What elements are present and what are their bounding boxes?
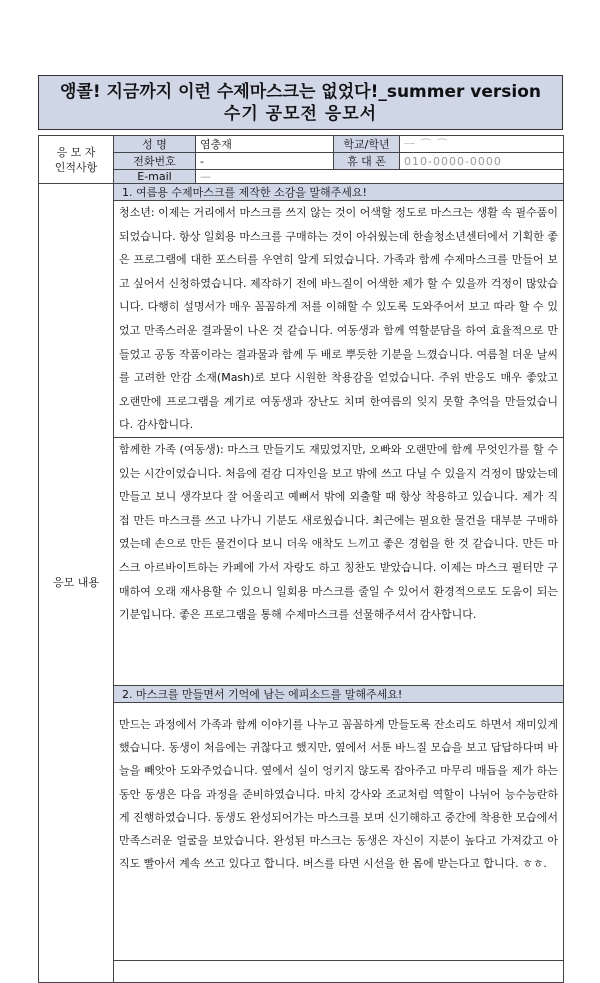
mobile-value: 010-0000-0000 xyxy=(400,153,564,170)
answer-1-sibling: 함께한 가족 (여동생): 마스크 만들기도 재밌었지만, 오빠와 오랜만에 함께 무엇인가를 할 수 있는 시간이었습니다. 처음에 겉감 디자인을 보고 밖에 쓰고 다닐 수 있을지 걱정이 많았는데 만들고 보니 생각보다 잘 어울리고 예뻐서 밖에 외출할 때 항상 착용하고 있습니다. 제가 직접 만든 마스크를 쓰고 나가니 기분도 새로웠습니다. 최근에는 필요한 물건을 대부분 구매하였는데 손으로 만든 물건이다 보니 더욱 애착도 느끼고 좋은 경험을 한 것 같습니다. 만든 마스크 아르바이트하는 카페에 가서 자랑도 하고 칭찬도 받았습니다. 이제는 마스크 필터만 구매하여 오래 재사용할 수 있으니 일회용 마스크를 줄일 수 있어서 환경적으로도 도움이 되는 기분입니다. 좋은 프로그램을 통해 수제마스크를 선물해주셔서 감사합니다. xyxy=(114,437,564,685)
answer1-part1-row xyxy=(39,201,564,438)
phone-row xyxy=(39,153,564,170)
applicant-section-label: 응 모 자 인적사항 xyxy=(39,136,114,184)
school-label: 학교/학년 xyxy=(334,136,400,153)
answer2-row xyxy=(39,702,564,960)
school-value: ㅡ ⌒ ⌒ xyxy=(400,136,564,153)
phone-label: 전화번호 xyxy=(114,153,196,170)
phone-value: - xyxy=(196,153,334,170)
name-value: 염충재 xyxy=(196,136,334,153)
answer1-part2-row xyxy=(39,437,564,685)
email-label: E-mail xyxy=(114,170,196,184)
blank-space xyxy=(114,960,564,982)
blank-row xyxy=(39,960,564,982)
question1-row xyxy=(39,184,564,201)
question-2: 2. 마스크를 만들면서 기억에 남는 에피소드를 말해주세요! xyxy=(114,685,564,702)
form-title-line2: 수기 공모전 응모서 xyxy=(223,104,378,124)
name-label: 성 명 xyxy=(114,136,196,153)
form-title-line1: 앵콜! 지금까지 이런 수제마스크는 없었다!_summer version xyxy=(59,82,542,102)
content-section-label: 응모 내용 xyxy=(39,184,114,983)
answer-2: 만드는 과정에서 가족과 함께 이야기를 나누고 꼼꼼하게 만들도록 잔소리도 하면서 재미있게 했습니다. 동생이 처음에는 귀찮다고 했지만, 옆에서 서툰 바느질 모습을 보고 답답하다며 바늘을 빼앗아 도와주었습니다. 옆에서 실이 엉키지 않도록 잡아주고 마무리 매듭을 제가 하는 동안 동생은 다음 과정을 준비하였습니다. 마치 강사와 조교처럼 역할이 나뉘어 능수능란하게 진행하였습니다. 동생도 완성되어가는 마스크를 보며 신기해하고 중간에 착용한 모습에서 만족스러운 얼굴을 보았습니다. 완성된 마스크는 동생은 자신이 지분이 높다고 가져갔고 아직도 빨아서 계속 쓰고 있다고 합니다. 버스를 타면 시선을 한 몸에 받는다고 합니다. ㅎㅎ. xyxy=(114,702,564,960)
answer-1-teen: 청소년: 이제는 거리에서 마스크를 쓰지 않는 것이 어색할 정도로 마스크는 생활 속 필수품이 되었습니다. 항상 일회용 마스크를 구매하는 것이 아쉬웠는데 한솔청소년센터에서 기획한 좋은 프로그램에 대한 포스터를 우연히 알게 되었습니다. 가족과 함께 수제마스크를 만들어 보고 싶어서 신청하였습니다. 제작하기 전에 바느질이 어색한 제가 할 수 있을까 걱정이 많았습니다. 다행히 설명서가 매우 꼼꼼하게 저를 이해할 수 있도록 도와주어서 보고 따라 할 수 있었고 만족스러운 결과물이 나온 것 같습니다. 여동생과 함께 역할분담을 하여 효율적으로 만들었고 공동 작품이라는 결과물과 함께 두 배로 뿌듯한 기분을 느꼈습니다. 여름철 더운 날씨를 고려한 안감 소재(Mash)로 보다 시원한 착용감을 얻었습니다. 주위 반응도 매우 좋았고 오랜만에 프로그램을 계기로 여동생과 장난도 치며 한여름의 잊지 못할 추억을 만들었습니다. 감사합니다. xyxy=(114,201,564,438)
email-value: — xyxy=(196,170,564,184)
question-1: 1. 여름용 수제마스크를 제작한 소감을 말해주세요! xyxy=(114,184,564,201)
form-header xyxy=(38,75,563,130)
email-row xyxy=(39,170,564,184)
question2-row xyxy=(39,685,564,702)
mobile-label: 휴 대 폰 xyxy=(334,153,400,170)
application-form-table xyxy=(38,135,564,983)
name-row xyxy=(39,136,564,153)
